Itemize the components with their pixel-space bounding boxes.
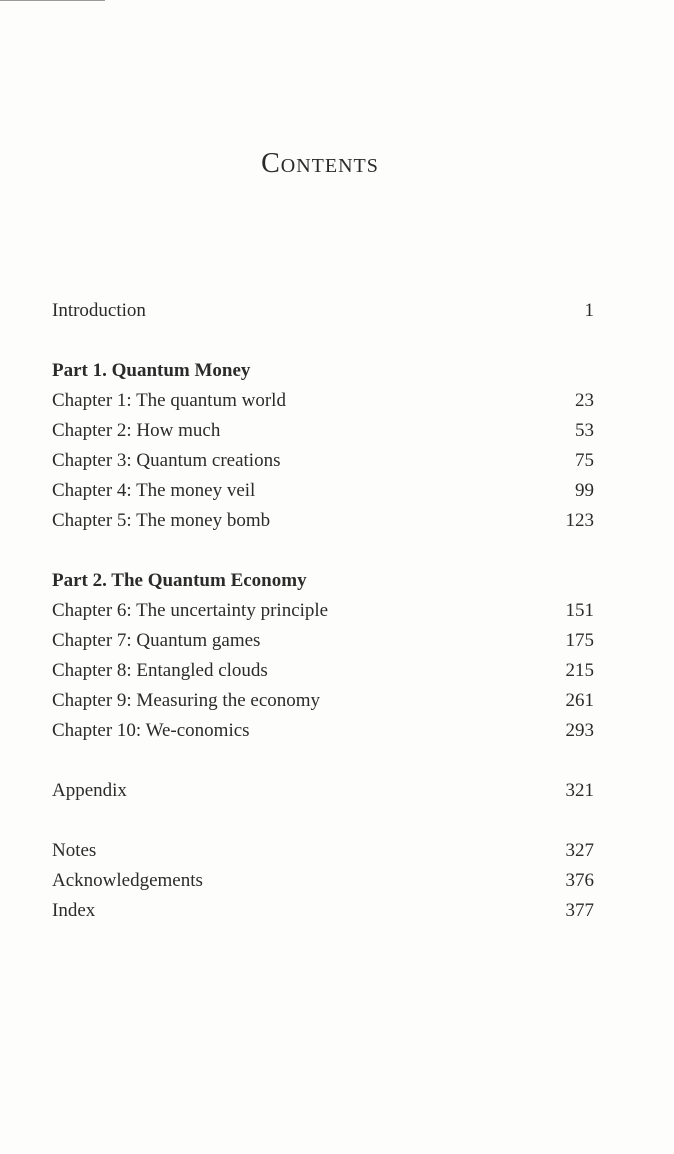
part-heading-label: Part 1. Quantum Money	[52, 360, 251, 381]
toc-entry-label: Chapter 10: We-conomics	[52, 720, 250, 741]
toc-entry-label: Chapter 7: Quantum games	[52, 630, 261, 651]
table-of-contents	[52, 296, 594, 926]
toc-entry-page: 1	[584, 300, 594, 321]
toc-entry-page: 23	[575, 390, 594, 411]
toc-entry-label: Notes	[52, 840, 97, 861]
part-heading-2	[52, 566, 594, 596]
toc-entry-label: Chapter 8: Entangled clouds	[52, 660, 268, 681]
toc-entry-notes	[52, 836, 594, 866]
toc-entry-page: 175	[565, 630, 594, 651]
toc-entry-introduction	[52, 296, 594, 326]
toc-entry-label: Acknowledgements	[52, 870, 203, 891]
toc-entry-label: Introduction	[52, 300, 146, 321]
toc-entry-page: 321	[565, 780, 594, 801]
toc-entry-label: Chapter 4: The money veil	[52, 480, 256, 501]
toc-entry-page: 215	[565, 660, 594, 681]
toc-entry-appendix	[52, 776, 594, 806]
toc-entry-chapter-1	[52, 386, 594, 416]
part-heading-1	[52, 356, 594, 386]
toc-entry-page: 75	[575, 450, 594, 471]
toc-entry-acknowledgements	[52, 866, 594, 896]
toc-entry-chapter-3	[52, 446, 594, 476]
toc-entry-page: 377	[565, 900, 594, 921]
toc-entry-index	[52, 896, 594, 926]
section-gap	[52, 536, 594, 566]
part-heading-label: Part 2. The Quantum Economy	[52, 570, 307, 591]
toc-entry-page: 99	[575, 480, 594, 501]
section-gap	[52, 746, 594, 776]
toc-entry-chapter-2	[52, 416, 594, 446]
toc-entry-label: Chapter 2: How much	[52, 420, 221, 441]
top-edge-rule	[0, 0, 105, 1]
toc-entry-label: Appendix	[52, 780, 127, 801]
toc-entry-chapter-4	[52, 476, 594, 506]
section-gap	[52, 326, 594, 356]
toc-entry-page: 151	[565, 600, 594, 621]
toc-entry-chapter-10	[52, 716, 594, 746]
page-title: Contents	[261, 148, 379, 179]
toc-entry-chapter-6	[52, 596, 594, 626]
toc-entry-label: Chapter 1: The quantum world	[52, 390, 286, 411]
toc-entry-page: 293	[565, 720, 594, 741]
toc-entry-chapter-5	[52, 506, 594, 536]
section-gap	[52, 806, 594, 836]
toc-entry-page: 53	[575, 420, 594, 441]
toc-entry-label: Chapter 5: The money bomb	[52, 510, 271, 531]
toc-entry-page: 123	[565, 510, 594, 531]
toc-entry-page: 327	[565, 840, 594, 861]
toc-entry-label: Chapter 9: Measuring the economy	[52, 690, 321, 711]
toc-entry-page: 261	[565, 690, 594, 711]
toc-entry-chapter-8	[52, 656, 594, 686]
toc-entry-label: Chapter 3: Quantum creations	[52, 450, 281, 471]
toc-entry-label: Chapter 6: The uncertainty principle	[52, 600, 329, 621]
toc-entry-page: 376	[565, 870, 594, 891]
toc-entry-chapter-7	[52, 626, 594, 656]
toc-entry-label: Index	[52, 900, 96, 921]
toc-entry-chapter-9	[52, 686, 594, 716]
